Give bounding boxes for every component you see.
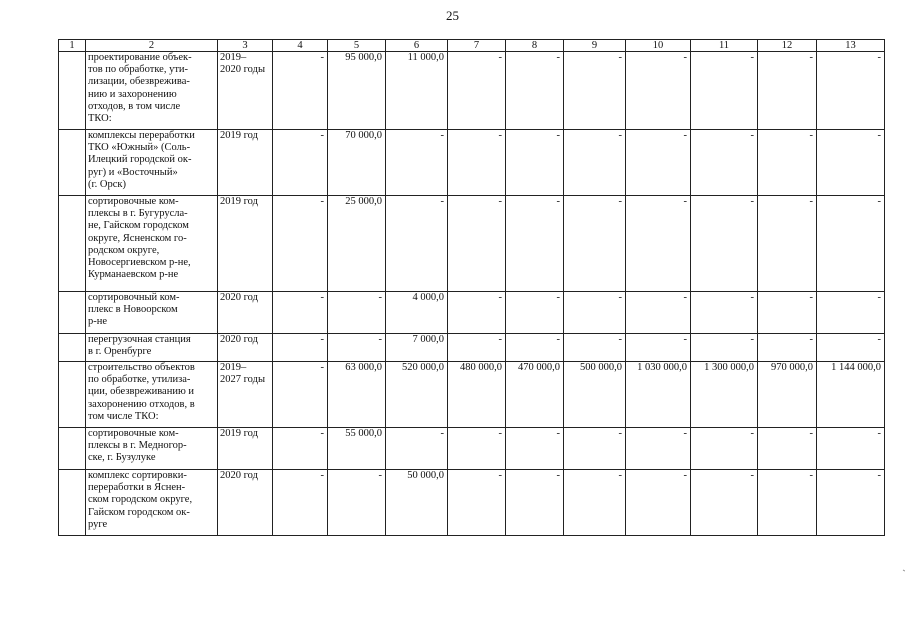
table-row xyxy=(59,470,885,536)
value-cell: 970 000,0 xyxy=(758,362,817,428)
item-name-cell: сортировочные ком- плексы в г. Бугурусла- не, Гайском городском округе, Ясненском го- родском округе, Новосергиевском р-не, Курманаевском р-не xyxy=(86,196,218,292)
value-cell: - xyxy=(758,130,817,196)
table-row xyxy=(59,292,885,334)
table-row xyxy=(59,428,885,470)
value-cell: - xyxy=(564,470,626,536)
table-row xyxy=(59,52,885,130)
value-cell: - xyxy=(691,196,758,292)
period-cell: 2019 год xyxy=(218,196,273,292)
value-cell: - xyxy=(626,334,691,362)
value-cell: - xyxy=(691,52,758,130)
value-cell: 50 000,0 xyxy=(386,470,448,536)
period-cell: 2019– 2027 годы xyxy=(218,362,273,428)
column-number: 8 xyxy=(506,40,564,52)
value-cell: - xyxy=(328,292,386,334)
value-cell: - xyxy=(448,292,506,334)
period-cell: 2019 год xyxy=(218,130,273,196)
column-number: 12 xyxy=(758,40,817,52)
item-name-cell: проектирование объек- тов по обработке, ути- лизации, обезврежива- нию и захоронению отходов, в том числе ТКО: xyxy=(86,52,218,130)
value-cell: - xyxy=(328,470,386,536)
value-cell: - xyxy=(273,334,328,362)
value-cell: 1 030 000,0 xyxy=(626,362,691,428)
period-cell: 2020 год xyxy=(218,292,273,334)
value-cell: - xyxy=(817,428,885,470)
value-cell: - xyxy=(691,428,758,470)
value-cell: - xyxy=(506,470,564,536)
value-cell: - xyxy=(448,428,506,470)
value-cell: - xyxy=(564,196,626,292)
value-cell: - xyxy=(758,292,817,334)
value-cell: - xyxy=(817,470,885,536)
row-index-cell xyxy=(59,130,86,196)
column-number: 4 xyxy=(273,40,328,52)
row-index-cell xyxy=(59,196,86,292)
value-cell: 520 000,0 xyxy=(386,362,448,428)
value-cell: - xyxy=(691,292,758,334)
column-number: 3 xyxy=(218,40,273,52)
item-name-cell: сортировочные ком- плексы в г. Медногор- ске, г. Бузулуке xyxy=(86,428,218,470)
item-name-cell: комплексы переработки ТКО «Южный» (Соль- Илецкий городской ок- руг) и «Восточный» (г. Орск) xyxy=(86,130,218,196)
value-cell: - xyxy=(626,130,691,196)
period-cell: 2019 год xyxy=(218,428,273,470)
value-cell: - xyxy=(448,52,506,130)
value-cell: - xyxy=(626,470,691,536)
column-number: 5 xyxy=(328,40,386,52)
column-number: 10 xyxy=(626,40,691,52)
value-cell: - xyxy=(273,292,328,334)
value-cell: 1 300 000,0 xyxy=(691,362,758,428)
item-name-cell: перегрузочная станция в г. Оренбурге xyxy=(86,334,218,362)
value-cell: - xyxy=(506,428,564,470)
row-index-cell xyxy=(59,362,86,428)
item-name-cell: сортировочный ком- плекс в Новоорском р-не xyxy=(86,292,218,334)
value-cell: 7 000,0 xyxy=(386,334,448,362)
value-cell: - xyxy=(448,334,506,362)
value-cell: - xyxy=(691,470,758,536)
value-cell: - xyxy=(758,470,817,536)
value-cell: - xyxy=(273,130,328,196)
value-cell: - xyxy=(817,130,885,196)
column-number: 13 xyxy=(817,40,885,52)
row-index-cell xyxy=(59,334,86,362)
period-cell: 2020 год xyxy=(218,334,273,362)
item-name-cell: комплекс сортировки- переработки в Яснен- ском городском округе, Гайском городском ок- руге xyxy=(86,470,218,536)
row-index-cell xyxy=(59,292,86,334)
value-cell: - xyxy=(564,52,626,130)
value-cell: 11 000,0 xyxy=(386,52,448,130)
value-cell: - xyxy=(626,52,691,130)
value-cell: - xyxy=(691,130,758,196)
value-cell: - xyxy=(506,292,564,334)
budget-table xyxy=(58,39,885,536)
value-cell: - xyxy=(626,428,691,470)
value-cell: - xyxy=(386,130,448,196)
table-row xyxy=(59,362,885,428)
value-cell: - xyxy=(448,470,506,536)
value-cell: - xyxy=(506,52,564,130)
column-number: 11 xyxy=(691,40,758,52)
row-index-cell xyxy=(59,428,86,470)
table-body xyxy=(59,52,885,536)
value-cell: 70 000,0 xyxy=(328,130,386,196)
value-cell: 4 000,0 xyxy=(386,292,448,334)
table-row xyxy=(59,334,885,362)
value-cell: - xyxy=(273,470,328,536)
column-number: 9 xyxy=(564,40,626,52)
period-cell: 2019– 2020 годы xyxy=(218,52,273,130)
value-cell: - xyxy=(386,428,448,470)
value-cell: - xyxy=(506,196,564,292)
value-cell: - xyxy=(564,292,626,334)
value-cell: 25 000,0 xyxy=(328,196,386,292)
value-cell: 470 000,0 xyxy=(506,362,564,428)
value-cell: 1 144 000,0 xyxy=(817,362,885,428)
value-cell: - xyxy=(564,130,626,196)
value-cell: - xyxy=(506,130,564,196)
value-cell: - xyxy=(691,334,758,362)
table-row xyxy=(59,196,885,292)
value-cell: - xyxy=(328,334,386,362)
value-cell: - xyxy=(273,196,328,292)
value-cell: 480 000,0 xyxy=(448,362,506,428)
row-index-cell xyxy=(59,470,86,536)
value-cell: - xyxy=(448,130,506,196)
value-cell: - xyxy=(564,428,626,470)
value-cell: 500 000,0 xyxy=(564,362,626,428)
value-cell: - xyxy=(506,334,564,362)
column-number: 1 xyxy=(59,40,86,52)
value-cell: - xyxy=(758,428,817,470)
value-cell: - xyxy=(564,334,626,362)
value-cell: 55 000,0 xyxy=(328,428,386,470)
value-cell: - xyxy=(758,196,817,292)
value-cell: - xyxy=(758,52,817,130)
value-cell: - xyxy=(817,334,885,362)
value-cell: 63 000,0 xyxy=(328,362,386,428)
value-cell: - xyxy=(273,52,328,130)
table-row xyxy=(59,130,885,196)
value-cell: - xyxy=(273,362,328,428)
value-cell: - xyxy=(817,292,885,334)
value-cell: - xyxy=(386,196,448,292)
value-cell: - xyxy=(273,428,328,470)
row-index-cell xyxy=(59,52,86,130)
column-number-row xyxy=(59,40,885,52)
value-cell: - xyxy=(448,196,506,292)
value-cell: 95 000,0 xyxy=(328,52,386,130)
value-cell: - xyxy=(817,196,885,292)
value-cell: - xyxy=(758,334,817,362)
column-number: 7 xyxy=(448,40,506,52)
column-number: 2 xyxy=(86,40,218,52)
value-cell: - xyxy=(626,292,691,334)
period-cell: 2020 год xyxy=(218,470,273,536)
value-cell: - xyxy=(817,52,885,130)
column-number: 6 xyxy=(386,40,448,52)
item-name-cell: строительство объектов по обработке, утилиза- ции, обезвреживанию и захоронению отходов, в том числе ТКО: xyxy=(86,362,218,428)
page-number: 25 xyxy=(446,8,459,23)
value-cell: - xyxy=(626,196,691,292)
